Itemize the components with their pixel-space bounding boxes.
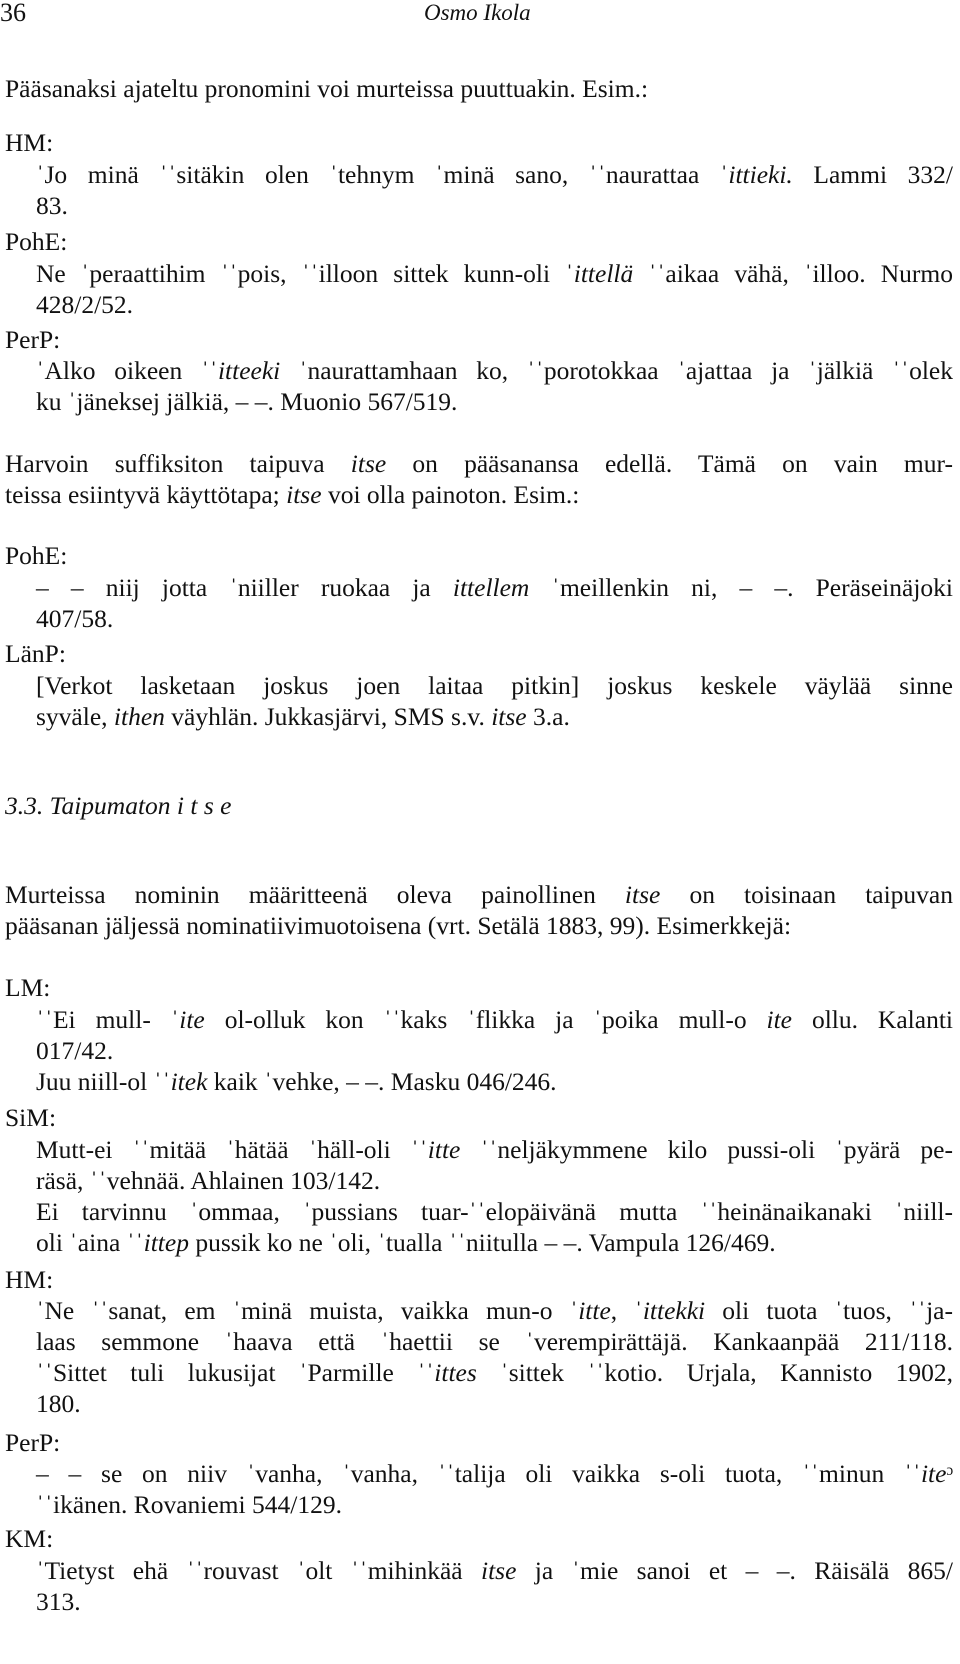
text-line: Juu niill-ol ˈˈitek kaik ˈvehke, – –. Masku 046/246. — [36, 1067, 557, 1096]
dialect-label: HM: — [5, 1265, 54, 1294]
text-line: ˈAlko oikeen ˈˈitteeki ˈnaurattamhaan ko, ˈˈporotokkaa ˈajattaa ja ˈjälkiä ˈˈolek — [36, 356, 954, 385]
running-head-author: Osmo Ikola — [424, 0, 531, 25]
text-line: ˈNe ˈˈsanat, em ˈminä muista, vaikka mun-o ˈitte, ˈittekki oli tuota ˈtuos, ˈˈja- — [36, 1296, 953, 1325]
text-line: Mutt-ei ˈˈmitää ˈhätää ˈhäll-oli ˈˈitte ˈˈneljäkymmene kilo pussi-oli ˈpyärä pe- — [36, 1135, 953, 1164]
example — [36, 670, 953, 732]
text-line: teissa esiintyvä käyttötapa; itse voi olla painoton. Esim.: — [5, 480, 580, 509]
text-line: Pääsanaksi ajateltu pronomini voi murteissa puuttuakin. Esim.: — [5, 74, 649, 103]
text-line: räsä, ˈˈvehnää. Ahlainen 103/142. — [36, 1166, 381, 1195]
text-line: Harvoin suffiksiton taipuva itse on pääsanansa edellä. Tämä on vain mur- — [5, 449, 953, 478]
page-number: 36 — [0, 0, 26, 27]
page-header — [0, 0, 960, 30]
dialect-label: KM: — [5, 1524, 54, 1553]
text-line: 313. — [36, 1587, 81, 1616]
text-line: Ne ˈperaattihim ˈˈpois, ˈˈilloon sittek kunn-oli ˈittellä ˈˈaikaa vähä, ˈilloo. Nurmo — [36, 259, 953, 288]
dialect-label: PohE: — [5, 227, 68, 256]
example — [36, 355, 953, 417]
paragraph — [5, 448, 953, 510]
dialect-label: LänP: — [5, 639, 66, 668]
example — [36, 1458, 953, 1520]
section-heading: 3.3. Taipumaton i t s e — [5, 791, 232, 820]
example — [36, 572, 953, 634]
example — [36, 159, 953, 221]
example — [36, 1134, 953, 1258]
text-line: ˈˈEi mull- ˈite ol-olluk kon ˈˈkaks ˈflikka ja ˈpoika mull-o ite ollu. Kalanti — [36, 1005, 953, 1034]
text-line: ˈTietyst ehä ˈˈrouvast ˈolt ˈˈmihinkää itse ja ˈmie sanoi et – –. Räisälä 865/ — [36, 1556, 954, 1585]
text-line: syväle, ithen väyhlän. Jukkasjärvi, SMS s.v. itse 3.a. — [36, 702, 570, 731]
text-line: ˈˈSittet tuli lukusijat ˈParmille ˈˈittes ˈsittek ˈˈkotio. Urjala, Kannisto 1902, — [36, 1358, 954, 1387]
text-line: – – niij jotta ˈniiller ruokaa ja ittellem ˈmeillenkin ni, – –. Peräseinäjoki — [36, 573, 953, 602]
dialect-label: LM: — [5, 973, 51, 1002]
text-line: ku ˈjäneksej jälkiä, – –. Muonio 567/519. — [36, 387, 458, 416]
text-line: 428/2/52. — [36, 290, 134, 319]
text-line: 83. — [36, 191, 68, 220]
text-line: ˈJo minä ˈˈsitäkin olen ˈtehnym ˈminä sano, ˈˈnaurattaa ˈittieki. Lammi 332/ — [36, 160, 953, 189]
text-line: Murteissa nominin määritteenä oleva painollinen itse on toisinaan taipuvan — [5, 880, 953, 909]
text-line: 407/58. — [36, 604, 114, 633]
text-line: 180. — [36, 1389, 81, 1418]
dialect-label: PerP: — [5, 325, 61, 354]
example — [36, 1555, 953, 1617]
text-line: 017/42. — [36, 1036, 114, 1065]
example — [36, 258, 953, 320]
dialect-label: PerP: — [5, 1428, 61, 1457]
paragraph — [5, 73, 953, 104]
paragraph — [5, 879, 953, 941]
dialect-label: HM: — [5, 128, 54, 157]
dialect-label: SiM: — [5, 1103, 57, 1132]
text-line: laas semmone ˈhaava että ˈhaettii se ˈverempirättäjä. Kankaanpää 211/118. — [36, 1327, 953, 1356]
text-line: oli ˈaina ˈˈittep pussik ko ne ˈoli, ˈtualla ˈˈniitulla – –. Vampula 126/469. — [36, 1228, 776, 1257]
example — [36, 1295, 953, 1419]
text-line: pääsanan jäljessä nominatiivimuotoisena (vrt. Setälä 1883, 99). Esimerkkejä: — [5, 911, 792, 940]
text-line: [Verkot lasketaan joskus joen laitaa pitkin] joskus keskele väylää sinne — [36, 671, 953, 700]
example — [36, 1004, 953, 1097]
text-line: ˈˈikänen. Rovaniemi 544/129. — [36, 1490, 342, 1519]
text-line: Ei tarvinnu ˈommaa, ˈpussians tuar-ˈˈelopäivänä mutta ˈˈheinänaikanaki ˈniill- — [36, 1197, 953, 1226]
dialect-label: PohE: — [5, 541, 68, 570]
text-line: – – se on niiv ˈvanha, ˈvanha, ˈˈtalija oli vaikka s-oli tuota, ˈˈminun ˈˈiteᵓ — [36, 1459, 953, 1488]
